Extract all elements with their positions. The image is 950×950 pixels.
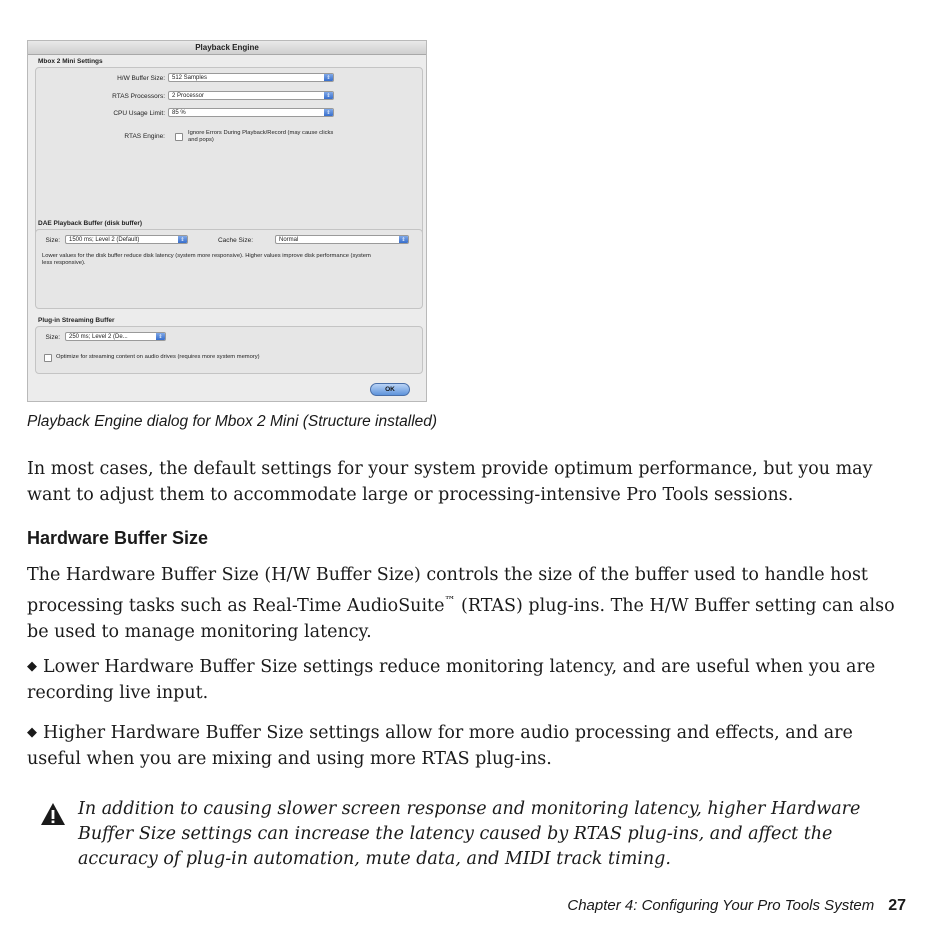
optimize-streaming-text: Optimize for streaming content on audio drives (requires more system memory) [56,354,260,360]
hw-buffer-label: H/W Buffer Size: [117,75,165,82]
diamond-bullet-icon: ◆ [27,725,37,740]
cache-size-select[interactable] [275,235,409,244]
body-text-part2: (RTAS) plug-ins. The H/W Buffer setting can also be used to manage monitoring latency. [27,595,895,642]
cpu-limit-value: 85 % [172,110,186,116]
intro-paragraph: In most cases, the default settings for your system provide optimum performance, but you may want to adjust them to accommodate large or processing-intensive Pro Tools sessions. [27,459,873,505]
dae-size-select[interactable] [65,235,188,244]
trademark-symbol: ™ [444,594,456,607]
dae-size-label: Size: [45,237,60,244]
mbox-settings-group-title: Mbox 2 Mini Settings [38,58,103,65]
warning-note: In addition to causing slower screen response and monitoring latency, higher Hardware Buffer Size settings can increase the latency caused by RTAS plug-ins, and affect the accuracy of plug-in automation, mute data, and MIDI track timing. [78,799,861,869]
page-footer [567,897,906,915]
hw-buffer-value: 512 Samples [172,75,208,81]
stepper-arrows-icon: ⇕ [324,74,333,82]
body-text-part1: The Hardware Buffer Size (H/W Buffer Size) controls the size of the buffer used to handle host processing tasks such as Real-Time AudioSuite [27,565,868,616]
stepper-arrows-icon: ⇕ [324,109,333,117]
hw-buffer-select[interactable] [168,73,334,82]
page-number: 27 [888,897,906,914]
rtas-processors-select[interactable] [168,91,334,100]
dialog-title: Playback Engine [28,41,426,55]
cache-size-value: Normal [279,237,299,243]
cpu-limit-label: CPU Usage Limit: [113,110,165,117]
plugin-size-value: 250 ms; Level 2 (De... [69,334,128,340]
ignore-errors-checkbox[interactable] [175,133,183,141]
dae-buffer-group-title: DAE Playback Buffer (disk buffer) [38,220,143,227]
warning-triangle-icon [40,802,66,826]
rtas-engine-label: RTAS Engine: [124,133,165,140]
chapter-title: Chapter 4: Configuring Your Pro Tools System [567,897,875,914]
stepper-arrows-icon: ⇕ [156,333,165,341]
ok-button[interactable]: OK [370,383,410,396]
bullet-item [27,654,907,706]
plugin-size-label: Size: [45,334,60,341]
rtas-processors-label: RTAS Processors: [112,93,165,100]
bullet-item [27,720,907,772]
cpu-limit-select[interactable] [168,108,334,117]
stepper-arrows-icon: ⇕ [399,236,408,244]
rtas-processors-value: 2 Processor [172,93,205,99]
optimize-streaming-checkbox[interactable] [44,354,52,362]
figure-caption: Playback Engine dialog for Mbox 2 Mini (Structure installed) [27,413,438,430]
bullet-text: Lower Hardware Buffer Size settings reduce monitoring latency, and are useful when you are recording live input. [27,657,876,703]
stepper-arrows-icon: ⇕ [324,92,333,100]
ignore-errors-text: Ignore Errors During Playback/Record (may cause clicks and pops) [188,130,334,143]
plugin-size-select[interactable] [65,332,166,341]
dae-size-value: 1500 ms; Level 2 (Default) [69,237,140,243]
dae-description: Lower values for the disk buffer reduce disk latency (system more responsive). Higher values improve disk performance (system less responsive). [42,253,371,266]
diamond-bullet-icon: ◆ [27,659,37,674]
stepper-arrows-icon: ⇕ [178,236,187,244]
plugin-buffer-group-title: Plug-in Streaming Buffer [38,317,115,324]
playback-engine-dialog-screenshot [27,40,427,402]
cache-size-label: Cache Size: [217,237,253,244]
bullet-text: Higher Hardware Buffer Size settings allow for more audio processing and effects, and are useful when you are mixing and using more RTAS plug-ins. [27,723,853,769]
body-paragraph [27,562,907,645]
section-heading: Hardware Buffer Size [27,528,209,548]
